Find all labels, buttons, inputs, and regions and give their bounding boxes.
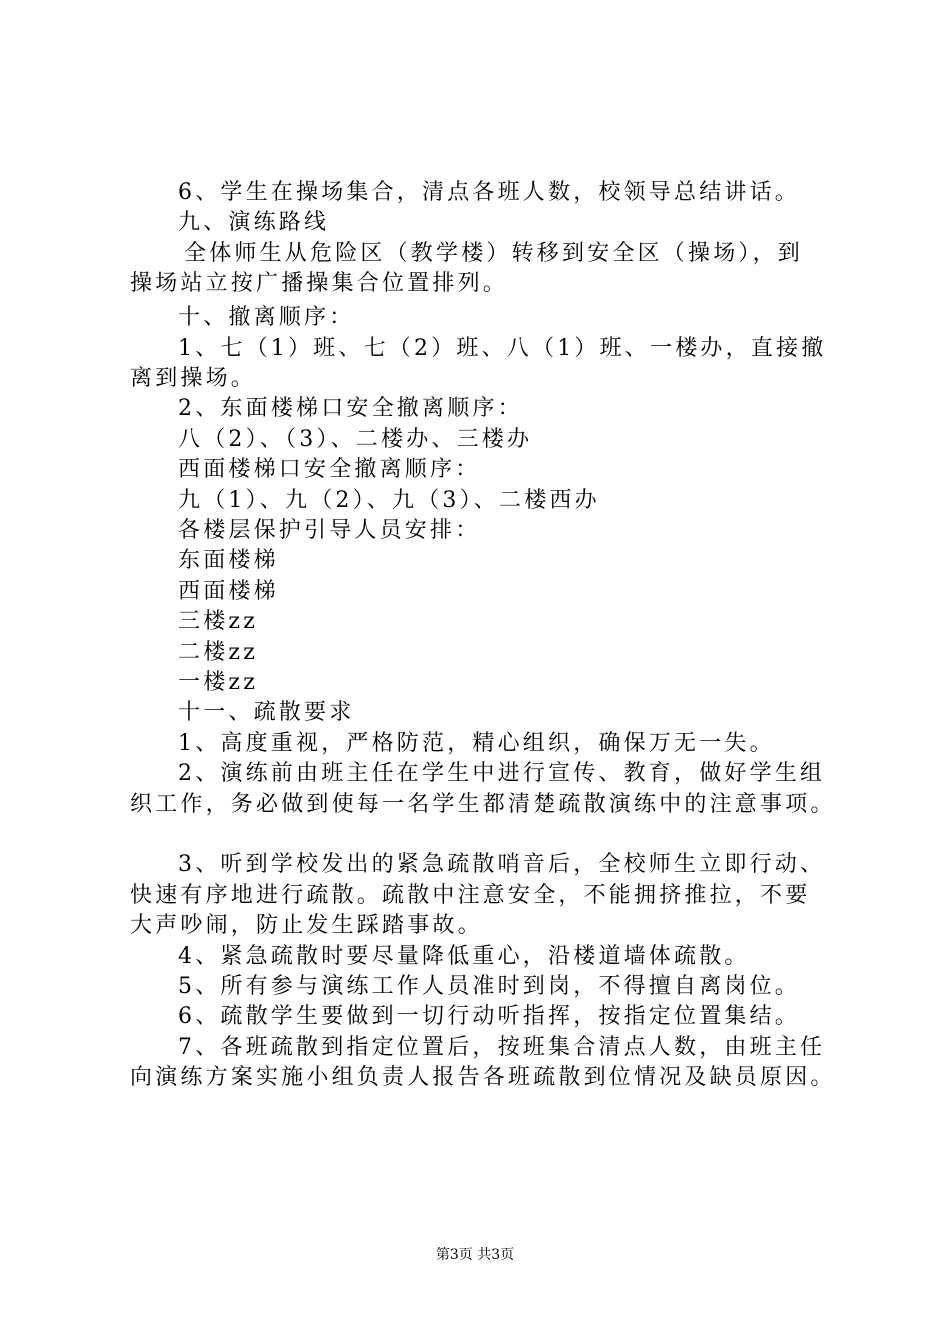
section-heading: 十、撤离顺序： (178, 305, 355, 330)
text-line: 各楼层保护引导人员安排： (178, 518, 481, 543)
text-line: 2、演练前由班主任在学生中进行宣传、教育，做好学生组 (178, 761, 826, 786)
text-line: 4、紧急疏散时要尽量降低重心，沿楼道墙体疏散。 (178, 944, 750, 969)
text-line: 全体师生从危险区（教学楼）转移到安全区（操场），到 (184, 241, 804, 266)
section-heading: 十一、疏散要求 (178, 700, 355, 725)
text-line: 向演练方案实施小组负责人报告各班疏散到位情况及缺员原因。 (130, 1065, 836, 1090)
text-line: 九（1）、九（2）、九（3）、二楼西办 (178, 488, 600, 513)
text-line: 织工作，务必做到使每一名学生都清楚疏散演练中的注意事项。 (130, 792, 836, 817)
section-heading: 九、演练路线 (178, 210, 330, 235)
text-line: 操场站立按广播操集合位置排列。 (130, 271, 509, 296)
text-line: 二楼zz (178, 640, 258, 665)
text-line: 7、各班疏散到指定位置后，按班集合清点人数，由班主任 (178, 1035, 826, 1060)
text-line: 5、所有参与演练工作人员准时到岗，不得擅自离岗位。 (178, 974, 800, 999)
text-line: 1、高度重视，严格防范，精心组织，确保万无一失。 (178, 731, 775, 756)
page-number-footer: 第3页 共3页 (435, 1247, 515, 1263)
text-line: 八（2）、（3）、二楼办、三楼办 (178, 427, 533, 452)
text-line: 3、听到学校发出的紧急疏散哨音后，全校师生立即行动、 (178, 852, 826, 877)
text-line: 大声吵闹，防止发生踩踏事故。 (130, 913, 483, 938)
text-line: 6、学生在操场集合，清点各班人数，校领导总结讲话。 (178, 180, 800, 205)
text-line: 西面楼梯 (178, 579, 279, 604)
text-line: 2、东面楼梯口安全撤离顺序： (178, 396, 523, 421)
text-line: 1、七（1）班、七（2）班、八（1）班、一楼办，直接撤 (178, 336, 827, 361)
text-line: 三楼zz (178, 609, 258, 634)
text-line: 东面楼梯 (178, 548, 279, 573)
text-line: 西面楼梯口安全撤离顺序： (178, 457, 481, 482)
text-line: 6、疏散学生要做到一切行动听指挥，按指定位置集结。 (178, 1004, 800, 1029)
text-line: 快速有序地进行疏散。疏散中注意安全，不能拥挤推拉，不要 (130, 883, 811, 908)
text-line: 一楼zz (178, 670, 258, 695)
text-line: 离到操场。 (130, 366, 257, 391)
